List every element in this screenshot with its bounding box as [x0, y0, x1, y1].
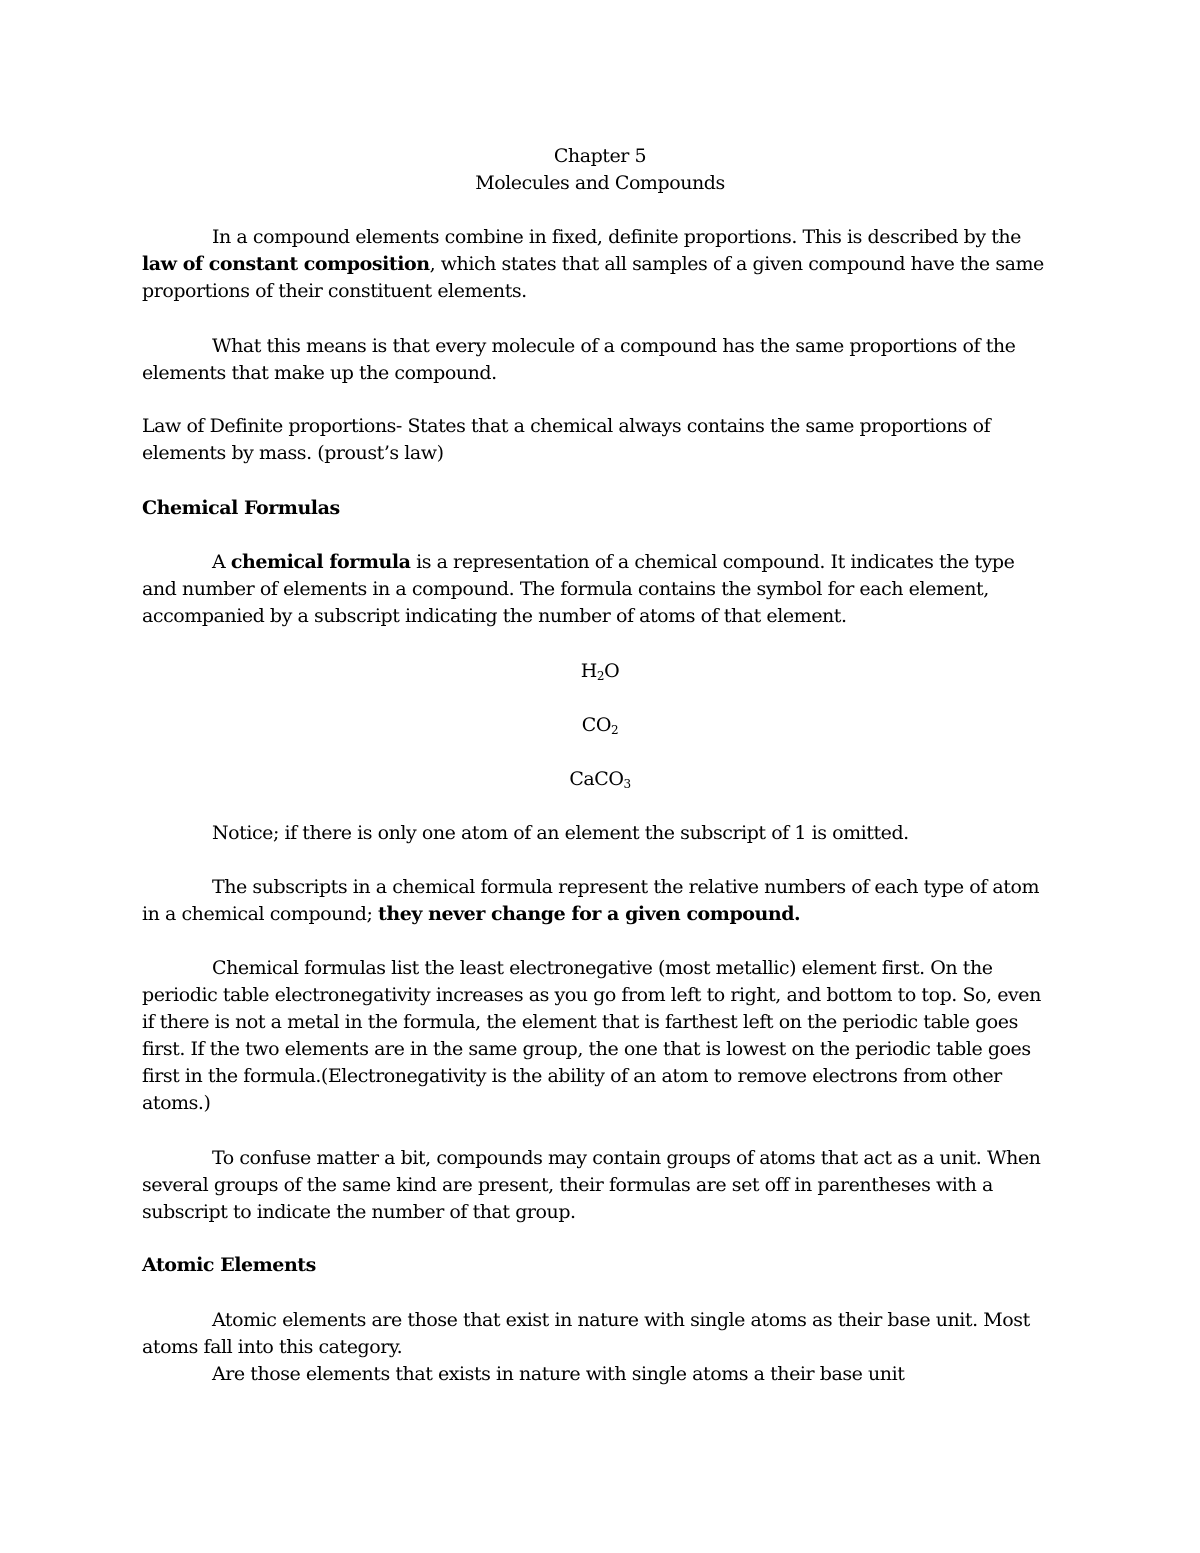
formula-element: O	[604, 660, 620, 682]
chemical-formula-paragraph-line-1	[212, 549, 1014, 576]
chemical-formula-paragraph-rest: is a representation of a chemical compound. It indicates the type	[410, 551, 1015, 573]
formula-element: CaCO	[569, 768, 624, 790]
formula-water	[0, 658, 1200, 685]
intro-paragraph-2-line-2: elements that make up the compound.	[142, 362, 497, 384]
formula-element: H	[580, 660, 597, 682]
subscripts-paragraph-line-1: The subscripts in a chemical formula represent the relative numbers of each type of atom	[212, 876, 1040, 898]
law-of-constant-composition-term: law of constant composition	[142, 253, 430, 275]
intro-paragraph-1-line-1: In a compound elements combine in fixed, definite proportions. This is described by the	[212, 226, 1021, 248]
atomic-elements-paragraph-line-1: Atomic elements are those that exist in nature with single atoms as their base unit. Most	[212, 1309, 1030, 1331]
atomic-elements-paragraph-2-line-1: Are those elements that exists in nature with single atoms a their base unit	[212, 1363, 905, 1385]
subscripts-paragraph-line-2-start: in a chemical compound;	[142, 903, 378, 925]
formula-calcium-carbonate	[0, 766, 1200, 793]
atomic-elements-heading: Atomic Elements	[142, 1254, 316, 1276]
order-paragraph-line-5: first in the formula.(Electronegativity is the ability of an atom to remove electrons from other	[142, 1065, 1002, 1087]
chapter-title: Molecules and Compounds	[475, 172, 725, 194]
order-paragraph-line-2: periodic table electronegativity increases as you go from left to right, and bottom to top. So, even	[142, 984, 1041, 1006]
definite-proportions-line-2: elements by mass. (proust’s law)	[142, 442, 444, 464]
chemical-formula-paragraph-start: A	[212, 551, 231, 573]
chemical-formula-paragraph-line-2: and number of elements in a compound. The formula contains the symbol for each element,	[142, 578, 989, 600]
order-paragraph-line-6: atoms.)	[142, 1092, 211, 1114]
intro-paragraph-1-line-2-rest: , which states that all samples of a given compound have the same	[429, 253, 1044, 275]
groups-paragraph-line-3: subscript to indicate the number of that group.	[142, 1201, 576, 1223]
formula-carbon-dioxide	[0, 712, 1200, 739]
formula-subscript: 2	[611, 723, 619, 737]
order-paragraph-line-4: first. If the two elements are in the same group, the one that is lowest on the periodic table goes	[142, 1038, 1031, 1060]
chapter-number: Chapter 5	[553, 145, 647, 167]
order-paragraph-line-3: if there is not a metal in the formula, the element that is farthest left on the periodic table goes	[142, 1011, 1018, 1033]
formula-element: CO	[581, 714, 612, 736]
groups-paragraph-line-1: To confuse matter a bit, compounds may contain groups of atoms that act as a unit. When	[212, 1147, 1041, 1169]
atomic-elements-paragraph-line-2: atoms fall into this category.	[142, 1336, 403, 1358]
subscripts-emphasis: they never change for a given compound.	[378, 903, 801, 925]
intro-paragraph-2-line-1: What this means is that every molecule of a compound has the same proportions of the	[212, 335, 1016, 357]
intro-paragraph-1-line-2	[142, 251, 1044, 278]
formula-subscript: 3	[623, 777, 631, 791]
formula-subscript: 2	[596, 669, 605, 683]
chemical-formula-paragraph-line-3: accompanied by a subscript indicating the number of atoms of that element.	[142, 605, 847, 627]
chemical-formula-term: chemical formula	[230, 551, 411, 573]
groups-paragraph-line-2: several groups of the same kind are present, their formulas are set off in parentheses with a	[142, 1174, 993, 1196]
intro-paragraph-1-line-3: proportions of their constituent elements.	[142, 280, 527, 302]
order-paragraph-line-1: Chemical formulas list the least electronegative (most metallic) element first. On the	[212, 957, 993, 979]
subscripts-paragraph-line-2	[142, 901, 800, 928]
chemical-formulas-heading: Chemical Formulas	[142, 497, 340, 519]
definite-proportions-line-1: Law of Definite proportions- States that a chemical always contains the same proportions of	[142, 415, 991, 437]
notice-paragraph: Notice; if there is only one atom of an element the subscript of 1 is omitted.	[212, 822, 909, 844]
